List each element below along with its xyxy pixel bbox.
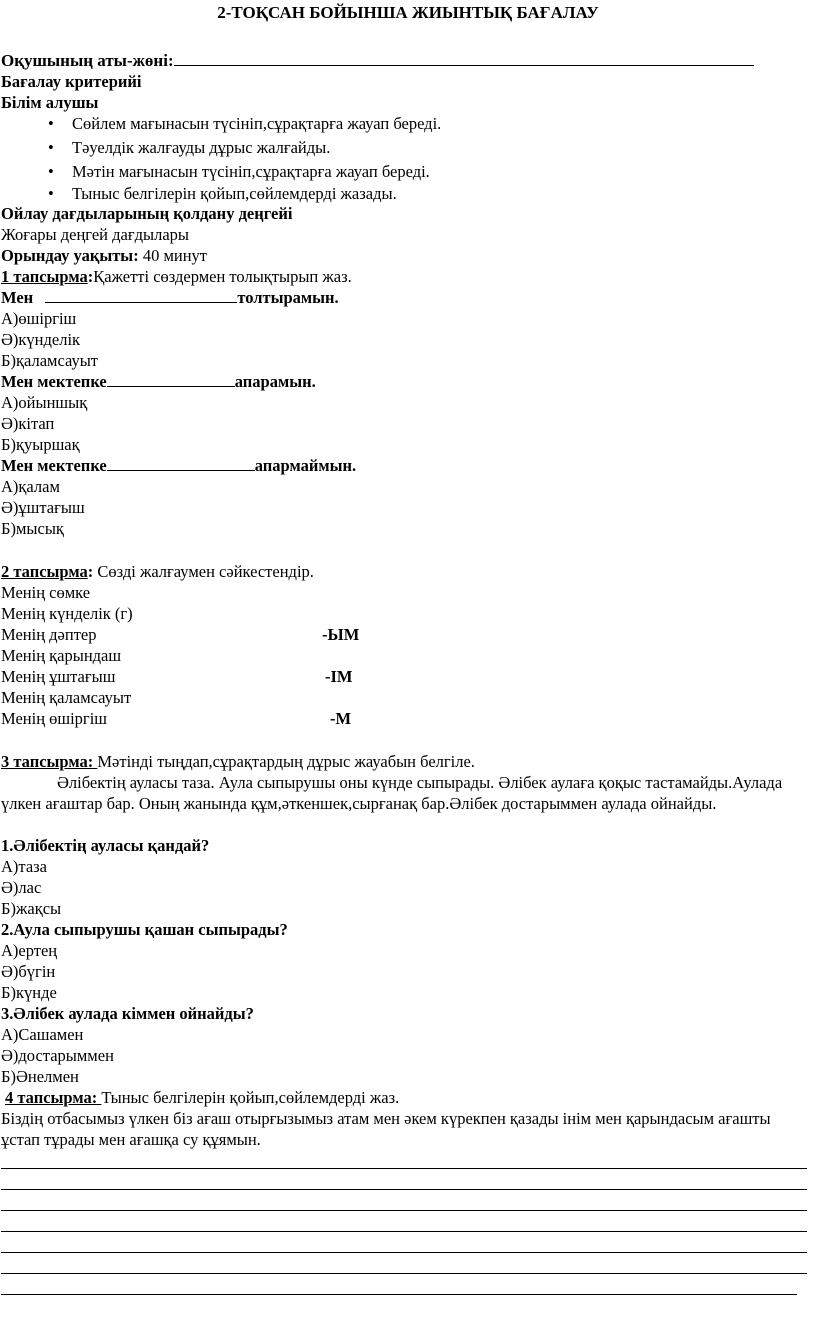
option-item[interactable]: А)қалам: [1, 477, 60, 496]
time-value: 40 минут: [138, 246, 208, 265]
criteria-item: Мәтін мағынасын түсініп,сұрақтарға жауап береді.: [72, 162, 430, 181]
option-item[interactable]: Б)Әнелмен: [1, 1067, 79, 1086]
task1-q1: [1, 287, 339, 308]
option-item[interactable]: Ә)кітап: [1, 414, 55, 433]
student-name-blank[interactable]: [174, 50, 754, 66]
match-suffix[interactable]: -ІМ: [325, 667, 353, 686]
criteria-item: Сөйлем мағынасын түсініп,сұрақтарға жауап береді.: [72, 114, 442, 133]
task1-q1-end: толтырамын.: [237, 288, 339, 307]
option-item[interactable]: Ә)достарыммен: [1, 1046, 114, 1065]
writing-line[interactable]: [1, 1273, 807, 1274]
match-word[interactable]: Менің сөмке: [1, 583, 91, 602]
task2-colon: :: [87, 562, 94, 581]
option-item[interactable]: А)ойыншық: [1, 393, 88, 412]
task1-q1-start: Мен: [1, 288, 38, 307]
task2-instruction: Сөзді жалғаумен сәйкестендір.: [93, 562, 314, 581]
task3-q1: 1.Әлібектің ауласы қандай?: [1, 836, 210, 855]
task1-q2-start: Мен мектепке: [1, 372, 107, 391]
bullet-icon: •: [48, 138, 54, 157]
task1-colon: :: [87, 267, 94, 286]
thinking-heading: Ойлау дағдыларының қолдану деңгейі: [1, 204, 293, 223]
option-item[interactable]: А)таза: [1, 857, 47, 876]
writing-line[interactable]: [1, 1252, 807, 1253]
knowledge-heading: Білім алушы: [1, 93, 99, 112]
option-item[interactable]: А)Сашамен: [1, 1025, 84, 1044]
task2-label: 2 тапсырма: [1, 562, 88, 581]
option-item[interactable]: Б)қуыршақ: [1, 435, 80, 454]
bullet-icon: •: [48, 114, 54, 133]
writing-line[interactable]: [1, 1294, 797, 1295]
time-label: Орындау уақыты:: [1, 246, 139, 265]
task1-label: 1 тапсырма: [1, 267, 88, 286]
match-word[interactable]: Менің күнделік (г): [1, 604, 133, 623]
match-suffix[interactable]: -М: [330, 709, 352, 728]
bullet-icon: •: [48, 184, 54, 203]
option-item[interactable]: Ә)ұштағыш: [1, 498, 85, 517]
criteria-heading: Бағалау критерийі: [1, 72, 142, 91]
option-item[interactable]: Ә)бүгін: [1, 962, 56, 981]
option-item[interactable]: А)ертең: [1, 941, 58, 960]
task1-q2-blank[interactable]: [107, 371, 235, 387]
task3-text: Әлібектің ауласы таза. Аула сыпырушы оны күнде сыпырады. Әлібек аулаға қоқыс тастамайды.Аулада үлкен ағаштар бар. Оның жанында құм,әткеншек,сырғанақ бар.Әлібек достарыммен аулада ойнайды.: [1, 773, 783, 813]
match-word[interactable]: Менің дәптер: [1, 625, 97, 644]
task2-header: [1, 561, 314, 582]
task1-q1-blank[interactable]: [45, 287, 237, 303]
writing-line[interactable]: [1, 1231, 807, 1232]
criteria-item: Тыныс белгілерін қойып,сөйлемдерді жазады.: [72, 184, 397, 203]
match-word[interactable]: Менің ұштағыш: [1, 667, 116, 686]
task1-q3: [1, 455, 356, 476]
option-item[interactable]: Б)мысық: [1, 519, 64, 538]
task1-header: [1, 266, 352, 287]
option-item[interactable]: Ә)күнделік: [1, 330, 81, 349]
student-name-label: Оқушының аты-жөні:: [1, 51, 174, 70]
time-row: [1, 245, 207, 266]
task4-text: Біздің отбасымыз үлкен біз ағаш отырғызымыз атам мен әкем күрекпен қазады інім мен қарындасым ағашты ұстап тұрады мен ағашқа су құямын.: [1, 1109, 771, 1149]
match-word[interactable]: Менің қарындаш: [1, 646, 122, 665]
match-suffix[interactable]: -ЫМ: [322, 625, 360, 644]
task1-q3-end: апармаймын.: [254, 456, 357, 475]
task4-instruction: Тыныс белгілерін қойып,сөйлемдерді жаз.: [101, 1088, 400, 1107]
criteria-item: Тәуелдік жалғауды дұрыс жалғайды.: [72, 138, 331, 157]
task4-header: [5, 1087, 399, 1108]
writing-line[interactable]: [1, 1168, 807, 1169]
page-title: 2-ТОҚСАН БОЙЫНША ЖИЫНТЫҚ БАҒАЛАУ: [217, 3, 599, 22]
task1-q3-start: Мен мектепке: [1, 456, 107, 475]
task3-label: 3 тапсырма:: [1, 752, 98, 771]
thinking-value: Жоғары деңгей дағдылары: [1, 225, 189, 244]
option-item[interactable]: Ә)лас: [1, 878, 42, 897]
student-name-row: [1, 50, 754, 71]
task3-q3: 3.Әлібек аулада кіммен ойнайды?: [1, 1004, 254, 1023]
task1-instruction: Қажетті сөздермен толықтырып жаз.: [93, 267, 352, 286]
task4-label: 4 тапсырма:: [5, 1088, 102, 1107]
writing-line[interactable]: [1, 1189, 807, 1190]
task3-instruction: Мәтінді тыңдап,сұрақтардың дұрыс жауабын белгіле.: [97, 752, 475, 771]
writing-line[interactable]: [1, 1210, 807, 1211]
task1-q2-end: апарамын.: [234, 372, 316, 391]
option-item[interactable]: Б)күнде: [1, 983, 57, 1002]
match-word[interactable]: Менің өшіргіш: [1, 709, 107, 728]
bullet-icon: •: [48, 162, 54, 181]
task1-q2: [1, 371, 316, 392]
option-item[interactable]: Б)қаламсауыт: [1, 351, 99, 370]
task3-q2: 2.Аула сыпырушы қашан сыпырады?: [1, 920, 288, 939]
task1-q3-blank[interactable]: [107, 455, 255, 471]
option-item[interactable]: А)өшіргіш: [1, 309, 77, 328]
task3-header: [1, 751, 475, 772]
option-item[interactable]: Б)жақсы: [1, 899, 62, 918]
match-word[interactable]: Менің қаламсауыт: [1, 688, 132, 707]
